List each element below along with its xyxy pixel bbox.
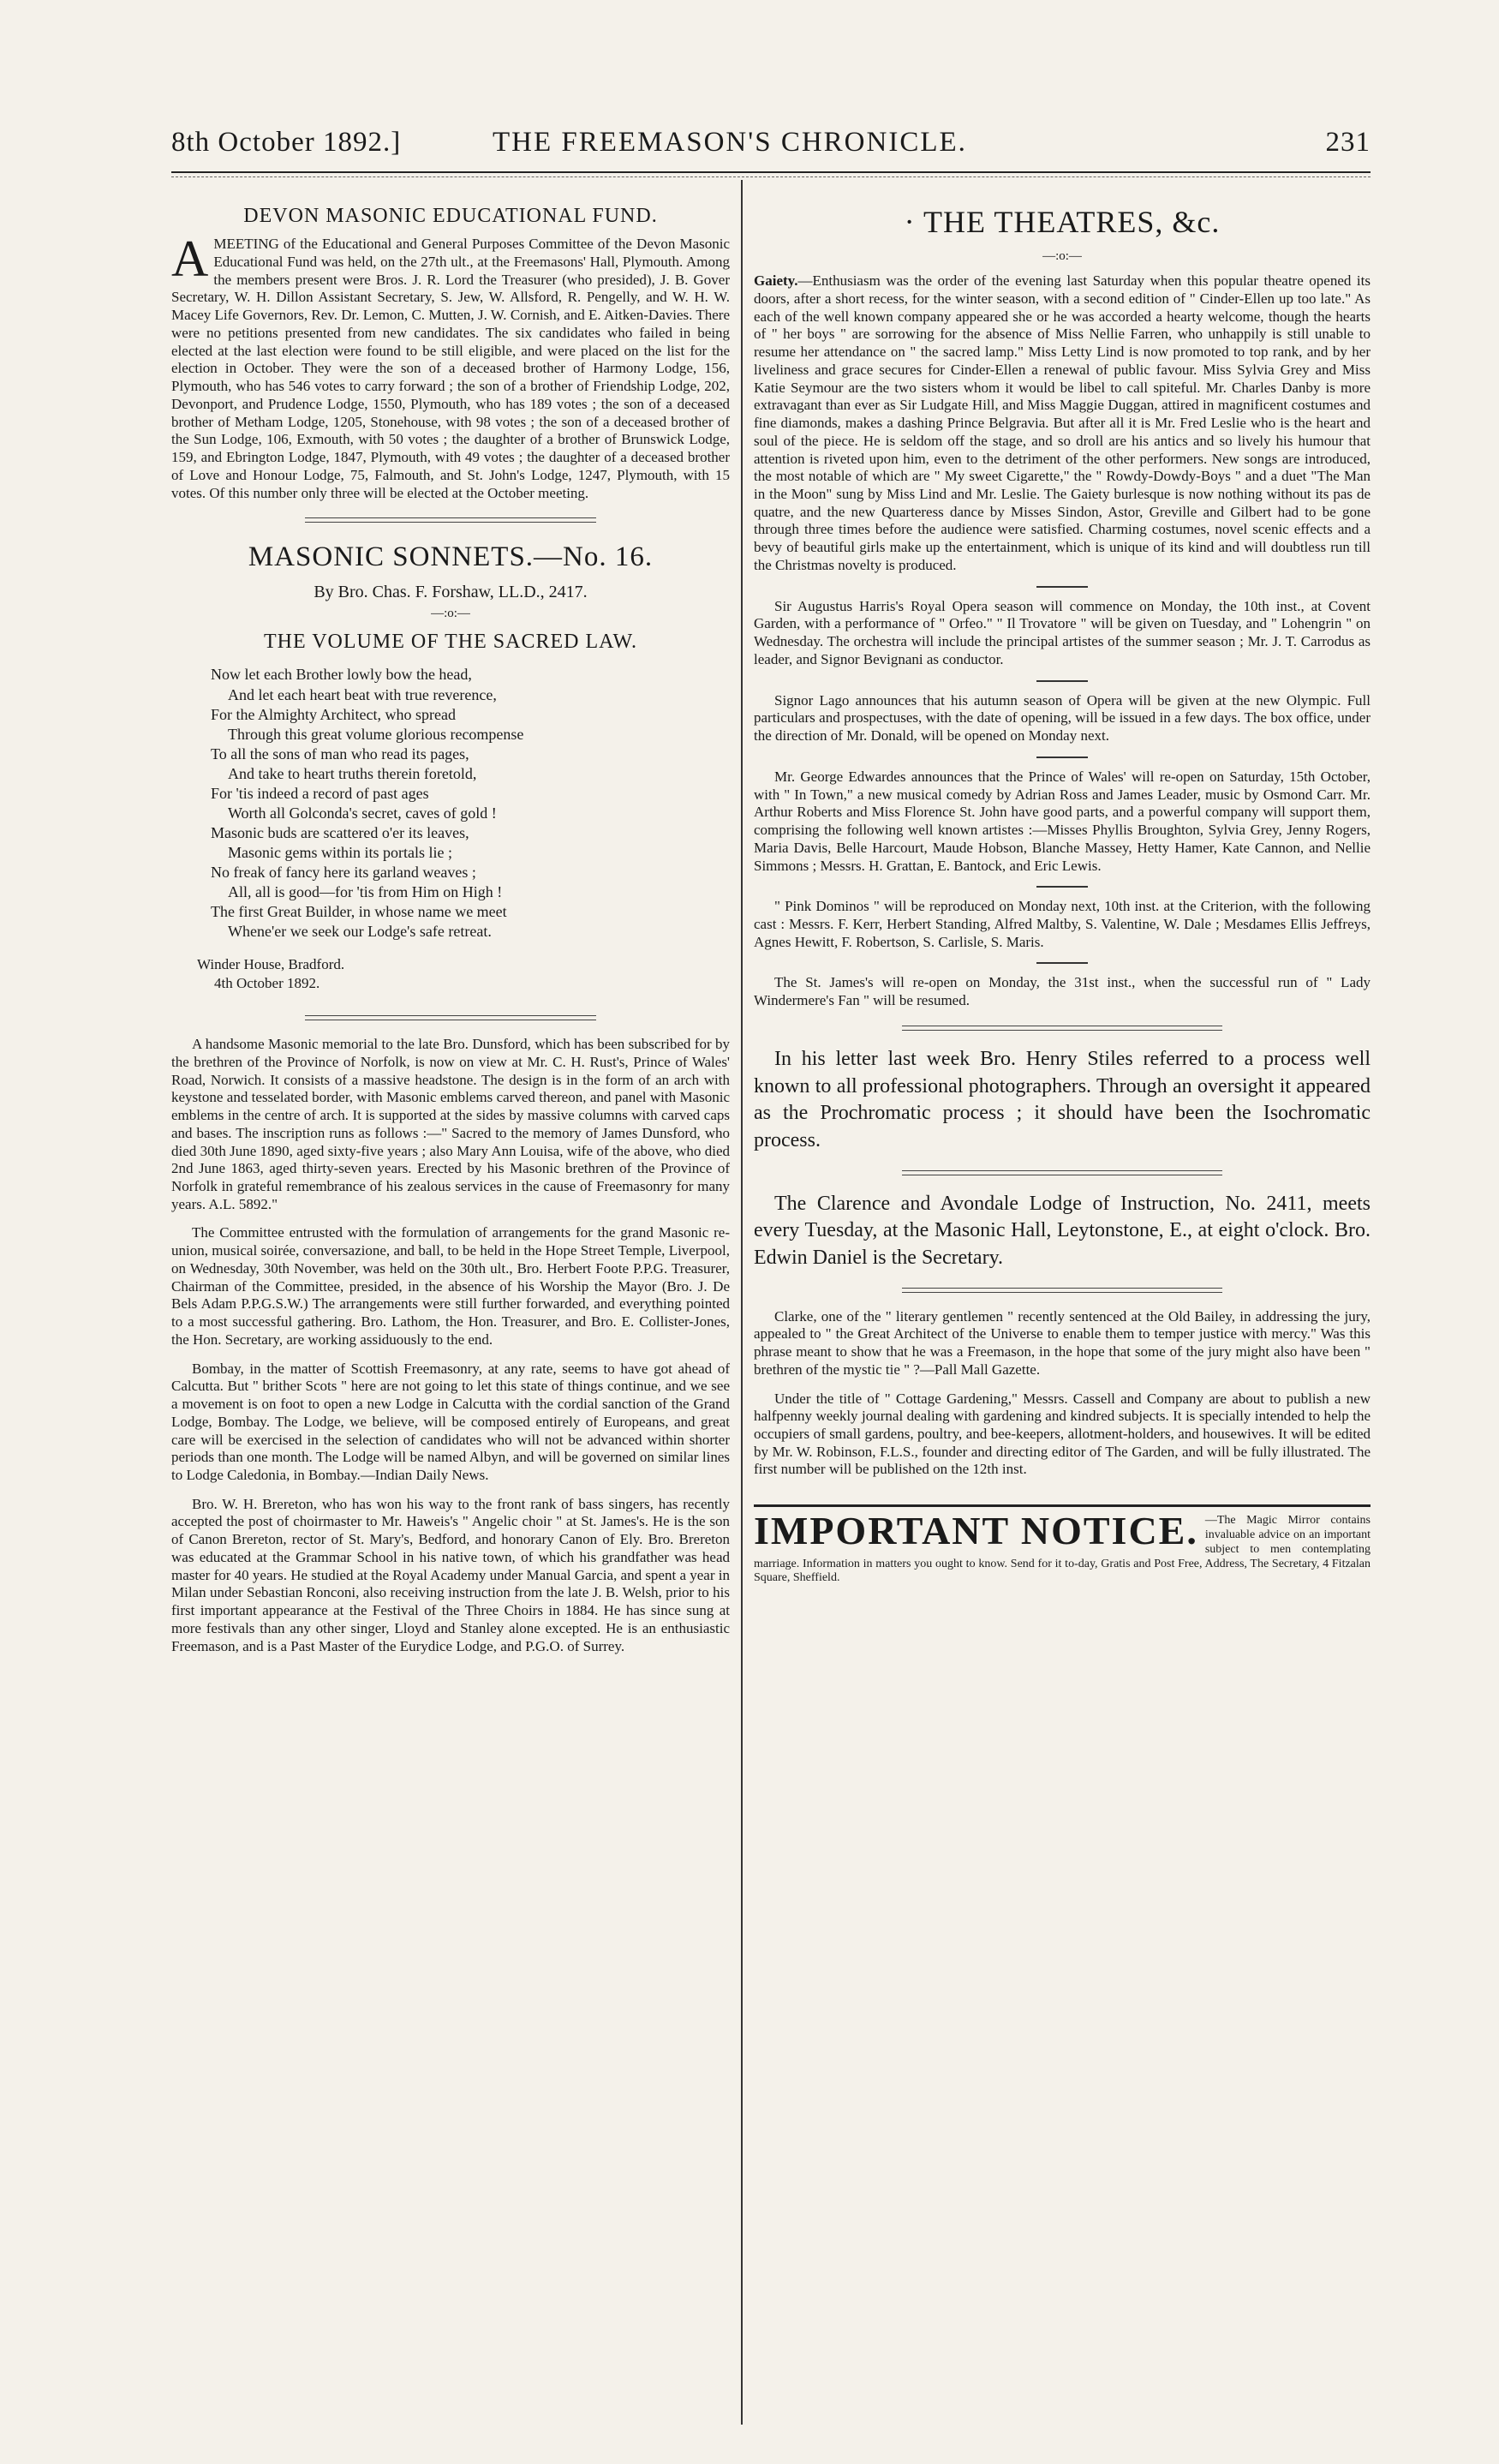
gaiety-article <box>754 272 1371 574</box>
section-separator <box>305 1015 595 1020</box>
publication-title: THE FREEMASON'S CHRONICLE. <box>493 127 967 158</box>
devon-text: MEETING of the Educational and General Purposes Committee of the Devon Masonic Educational Fund was held, on the 27th ult., at the Freemasons' Hall, Plymouth. Among the members present were Bros. J. R. Lord the Treasurer (who presided), J. B. Gover Secretary, W. H. Dillon Assistant Secretary, S. Jew, W. Allsford, R. Pengelly, and W. H. W. Macey Life Governors, Rev. Dr. Lemon, C. Mutten, J. W. Cornish, and E. Aitken-Davies. There were no petitions presented from new candidates. The six candidates who failed in being elected at the last election were found to be still eligible, and were placed on the list for the election in October. They were the son of a deceased brother of Harmony Lodge, 156, Plymouth, who has 546 votes to carry forward ; the son of a brother of Friendship Lodge, 202, Devonport, and Prudence Lodge, 1550, Plymouth, who has 189 votes ; the son of a deceased brother of Metham Lodge, 1205, Stonehouse, with 98 votes ; the son of a deceased brother of the Sun Lodge, 106, Exmouth, with 50 votes ; the daughter of a brother of Brunswick Lodge, 159, and Ebrington Lodge, 1847, Plymouth, with 49 votes ; the daughter of a deceased brother of Love and Honour Lodge, 75, Falmouth, and St. John's Lodge, 1247, Plymouth, with 15 votes. Of this number only three will be elected at the October meeting. <box>171 236 730 501</box>
poem-line: Masonic buds are scattered o'er its leaves, <box>211 823 469 841</box>
header-rule <box>171 171 1371 173</box>
brereton-article: Bro. W. H. Brereton, who has won his way to the front rank of bass singers, has recently accepted the post of choirmaster to Mr. Haweis's " Angelic choir " at St. James's. He is the son of Canon Brereton, rector of St. Mary's, Bedford, and honorary Canon of Ely. Bro. Brereton was educated at the Grammar School in his native town, of which his grandfather was head master for 40 years. He studied at the Royal Academy under Manual Garcia, and spent a year in Milan under Sebastian Ronconi, also receiving instruction from the late J. B. Welsh, prior to his first important appearance at the Festival of the Three Choirs in 1884. He has since sung at more festivals than any other singer, Lloyd and Stanley alone excepted. He is an enthusiastic Freemason, and is a Past Master of the Eurydice Lodge, and P.G.O. of Surrey. <box>171 1495 730 1654</box>
poem-line: Whene'er we seek our Lodge's safe retreat. <box>228 922 492 940</box>
dash-rule <box>1036 680 1088 682</box>
poem-line: The first Great Builder, in whose name we meet <box>211 902 507 920</box>
notice-text: —The Magic Mirror contains invaluable advice on an important subject to men contemplating marriage. Information in matters you ought to know. Send for it to-day, Gratis and Post Free, Address, The Secretary, 4 Fitzalan Square, Sheffield. <box>754 1514 1371 1585</box>
left-column <box>171 195 730 1666</box>
bombay-article: Bombay, in the matter of Scottish Freemasonry, at any rate, seems to have got ahead of Calcutta. But " brither Scots " here are not going to let this state of things continue, and we see a movement is on foot to open a new Lodge in Calcutta with the cordial sanction of the Grand Lodge, Bombay. The Lodge, we believe, will be composed entirely of Europeans, and great care will be exercised in the selection of candidates who will not be advanced within shorter periods than one month. The Lodge will be named Albyn, and will be governed on similar lines to Lodge Caledonia, in Bombay.—Indian Daily News. <box>171 1360 730 1483</box>
drop-cap: A <box>171 230 209 288</box>
ornament: —:o:— <box>1042 248 1082 263</box>
gardening-article: Under the title of " Cottage Gardening," Messrs. Cassell and Company are about to publish a new halfpenny weekly journal dealing with gardening and kindred subjects. It is specially intended to help the occupiers of small gardens, poultry, and bee-keepers, allotment-holders, and housewives. It will be edited by Mr. W. Robinson, F.L.S., founder and directing editor of The Garden, and will be fully illustrated. The first number will be published on the 12th inst. <box>754 1390 1371 1478</box>
lago-article: Signor Lago announces that his autumn season of Opera will be given at the new Olympic. Full particulars and prospectuses, with the date of opening, will be issued in a few days. The box office, under the direction of Mr. Donald, will be opened on Monday next. <box>754 691 1371 745</box>
poem-line: To all the sons of man who read its pages, <box>211 745 469 763</box>
devon-heading: DEVON MASONIC EDUCATIONAL FUND. <box>243 205 658 227</box>
edwardes-article: Mr. George Edwardes announces that the Prince of Wales' will re-open on Saturday, 15th October, with " In Town," a new musical comedy by Adrian Ross and James Leader, music by Osmond Carr. Mr. Arthur Roberts and Miss Florence St. John have good parts, and a powerful company will support them, comprising the following well known artistes :—Misses Phyllis Broughton, Sylvia Grey, Jenny Rogers, Maria Davis, Belle Harcourt, Maude Hobson, Blanche Massey, Hetty Hamer, Kate Cannon, and Nellie Simmons ; Messrs. H. Grattan, E. Bantock, and Eric Lewis. <box>754 768 1371 874</box>
stiles-article: In his letter last week Bro. Henry Stiles referred to a process well known to all professional photographers. Through an oversight it appeared as the Prochromatic process ; it should have been the Isochromatic process. <box>754 1047 1371 1151</box>
harris-article: Sir Augustus Harris's Royal Opera season will commence on Monday, the 10th inst., at Covent Garden, with a performance of " Orfeo." " Il Trovatore " will be given on Tuesday, and " Lohengrin " on Wednesday. The orchestra will include the principal artistes of the summer season ; Mr. J. T. Carrodus as leader, and Signor Bevignani as conductor. <box>754 597 1371 667</box>
poem-line: Worth all Golconda's secret, caves of gold ! <box>228 804 497 822</box>
column-divider <box>741 180 743 2425</box>
section-separator <box>902 1288 1222 1293</box>
clarke-article: Clarke, one of the " literary gentlemen " recently sentenced at the Old Bailey, in addressing the jury, appealed to " the Great Architect of the Universe to enable them to temper justice with mercy." Was this phrase meant to show that he was a Freemason, in the hope that some of the jury might also have been " brethren of the mystic tie " ?—Pall Mall Gazette. <box>754 1307 1371 1378</box>
theatres-heading: · THE THEATRES, &c. <box>904 205 1221 239</box>
sonnet-title: THE VOLUME OF THE SACRED LAW. <box>264 631 637 654</box>
gaiety-text: —Enthusiasm was the order of the evening last Saturday when this popular theatre opened its doors, after a short recess, for the winter season, with a second edition of " Cinder-Ellen up too late." As each of the well known company appeared she or he was accorded a hearty welcome, though the hearts of " her boys " are sorrowing for the absence of Miss Nellie Farren, who unhappily is still unable to resume her attendance on " the sacred lamp." Miss Letty Lind is now promoted to top rank, and by her liveliness and grace secures for Cinder-Ellen a renewal of public favour. Miss Sylvia Grey and Miss Katie Seymour are the two sisters whom it would be libel to call spiteful. Mr. Charles Danby is more extravagant than ever as Sir Ludgate Hill, and Miss Maggie Duggan, attired in magnificent costumes and fine diamonds, makes a dashing Prince Belgravia. But after all it is Mr. Fred Leslie who is the heart and soul of the piece. He is seldom off the stage, and so droll are his antics and so lively his humour that attention is riveted upon him, even to the detriment of the other performers. New songs are introduced, the most notable of which are " My sweet Cigarette," the " Rowdy-Dowdy-Boys " and a duet "The Man in the Moon" sung by Miss Lind and Mr. Leslie. The Gaiety burlesque is now nothing without its pas de quatre, and the new Quarteress dance by Misses Sindon, Astor, Greville and Gilbert had to be gone through three times before the audience were satisfied. Charming costumes, novel scenic effects and a bevy of beautiful girls make up the entertainment, which is unique of its kind and will doubtless run till the Christmas novelty is produced. <box>754 272 1371 573</box>
dash-rule <box>1036 962 1088 964</box>
committee-article: The Committee entrusted with the formulation of arrangements for the grand Masonic re-union, musical soirée, conversazione, and ball, to be held in the Hope Street Temple, Liverpool, on Wednesday, 30th November, was held on the 30th ult., Bro. Herbert Foote P.P.G. Treasurer, Chairman of the Committee, presided, in the absence of his Worship the Mayor (Bro. J. De Bels Adam P.P.G.S.W.) The arrangements were still further forwarded, and everything pointed to a most successful gathering. Bro. Lathom, the Hon. Treasurer, and Bro. E. Collister-Jones, the Hon. Secretary, are working assiduously to the end. <box>171 1224 730 1348</box>
dash-rule <box>1036 886 1088 888</box>
poem-line: For 'tis indeed a record of past ages <box>211 784 429 802</box>
poem-line: Through this great volume glorious recompense <box>228 725 524 743</box>
section-separator <box>902 1026 1222 1031</box>
sonnet-byline: By Bro. Chas. F. Forshaw, LL.D., 2417. <box>314 582 588 601</box>
poem-line: And let each heart beat with true reverence, <box>228 685 497 703</box>
section-separator <box>305 517 595 523</box>
memorial-article: A handsome Masonic memorial to the late Bro. Dunsford, which has been subscribed for by the brethren of the Province of Norfolk, is now on view at Mr. C. H. Rust's, Prince of Wales' Road, Norwich. It consists of a massive headstone. The design is in the form of an arch with keystone and tesselated border, with Masonic emblems carved thereon, and panel with Masonic emblems in the centre of arch. It is supported at the sides by massive columns with carved caps and bases. The inscription runs as follows :—" Sacred to the memory of James Dunsford, who died 30th June 1890, aged sixty-five years ; also Mary Ann Louisa, wife of the above, who died 2nd June 1863, aged thirty-seven years. Erected by his Masonic brethren of the Province of Norfolk in grateful remembrance of his zealous services in the cause of Freemasonry for many years. A.L. 5892." <box>171 1036 730 1212</box>
header-rule-dashed <box>171 176 1371 177</box>
poem-line: No freak of fancy here its garland weaves ; <box>211 863 476 881</box>
signature-place: Winder House, Bradford. <box>197 955 345 972</box>
poem-line: All, all is good—for 'tis from Him on High ! <box>228 882 503 900</box>
issue-date: 8th October 1892.] <box>171 127 402 158</box>
ornament: —:o:— <box>431 606 470 620</box>
poem-line: For the Almighty Architect, who spread <box>211 705 456 723</box>
gaiety-label: Gaiety. <box>754 272 798 290</box>
poem-line: Masonic gems within its portals lie ; <box>228 843 452 861</box>
poem-line: And take to heart truths therein foretold, <box>228 764 477 782</box>
pink-dominos-article: " Pink Dominos " will be reproduced on Monday next, 10th inst. at the Criterion, with the following cast : Messrs. F. Kerr, Herbert Standing, Alfred Maltby, S. Valentine, W. Dale ; Mesdames Ellis Jeffreys, Agnes Hewitt, F. Robertson, S. Carlisle, S. Maris. <box>754 898 1371 950</box>
right-column <box>754 195 1371 1586</box>
notice-title: IMPORTANT NOTICE. <box>754 1509 1198 1553</box>
sonnet-heading: MASONIC SONNETS.—No. 16. <box>248 541 654 573</box>
signature-date: 4th October 1892. <box>214 975 320 992</box>
sonnet-signature <box>171 955 730 993</box>
dash-rule <box>1036 757 1088 758</box>
poem-line: Now let each Brother lowly bow the head, <box>211 666 472 684</box>
dash-rule <box>1036 586 1088 588</box>
section-separator <box>902 1170 1222 1175</box>
clarence-article: The Clarence and Avondale Lodge of Instruction, No. 2411, meets every Tuesday, at the Masonic Hall, Leytonstone, E., at eight o'clock. Bro. Edwin Daniel is the Secretary. <box>754 1192 1371 1269</box>
page-header <box>171 127 1371 166</box>
st-james-article: The St. James's will re-open on Monday, the 31st inst., when the successful run of " Lady Windermere's Fan " will be resumed. <box>754 974 1371 1009</box>
sonnet-poem <box>171 665 730 941</box>
advert-notice <box>754 1504 1371 1586</box>
devon-article <box>171 230 730 502</box>
page-number: 231 <box>1325 127 1371 158</box>
